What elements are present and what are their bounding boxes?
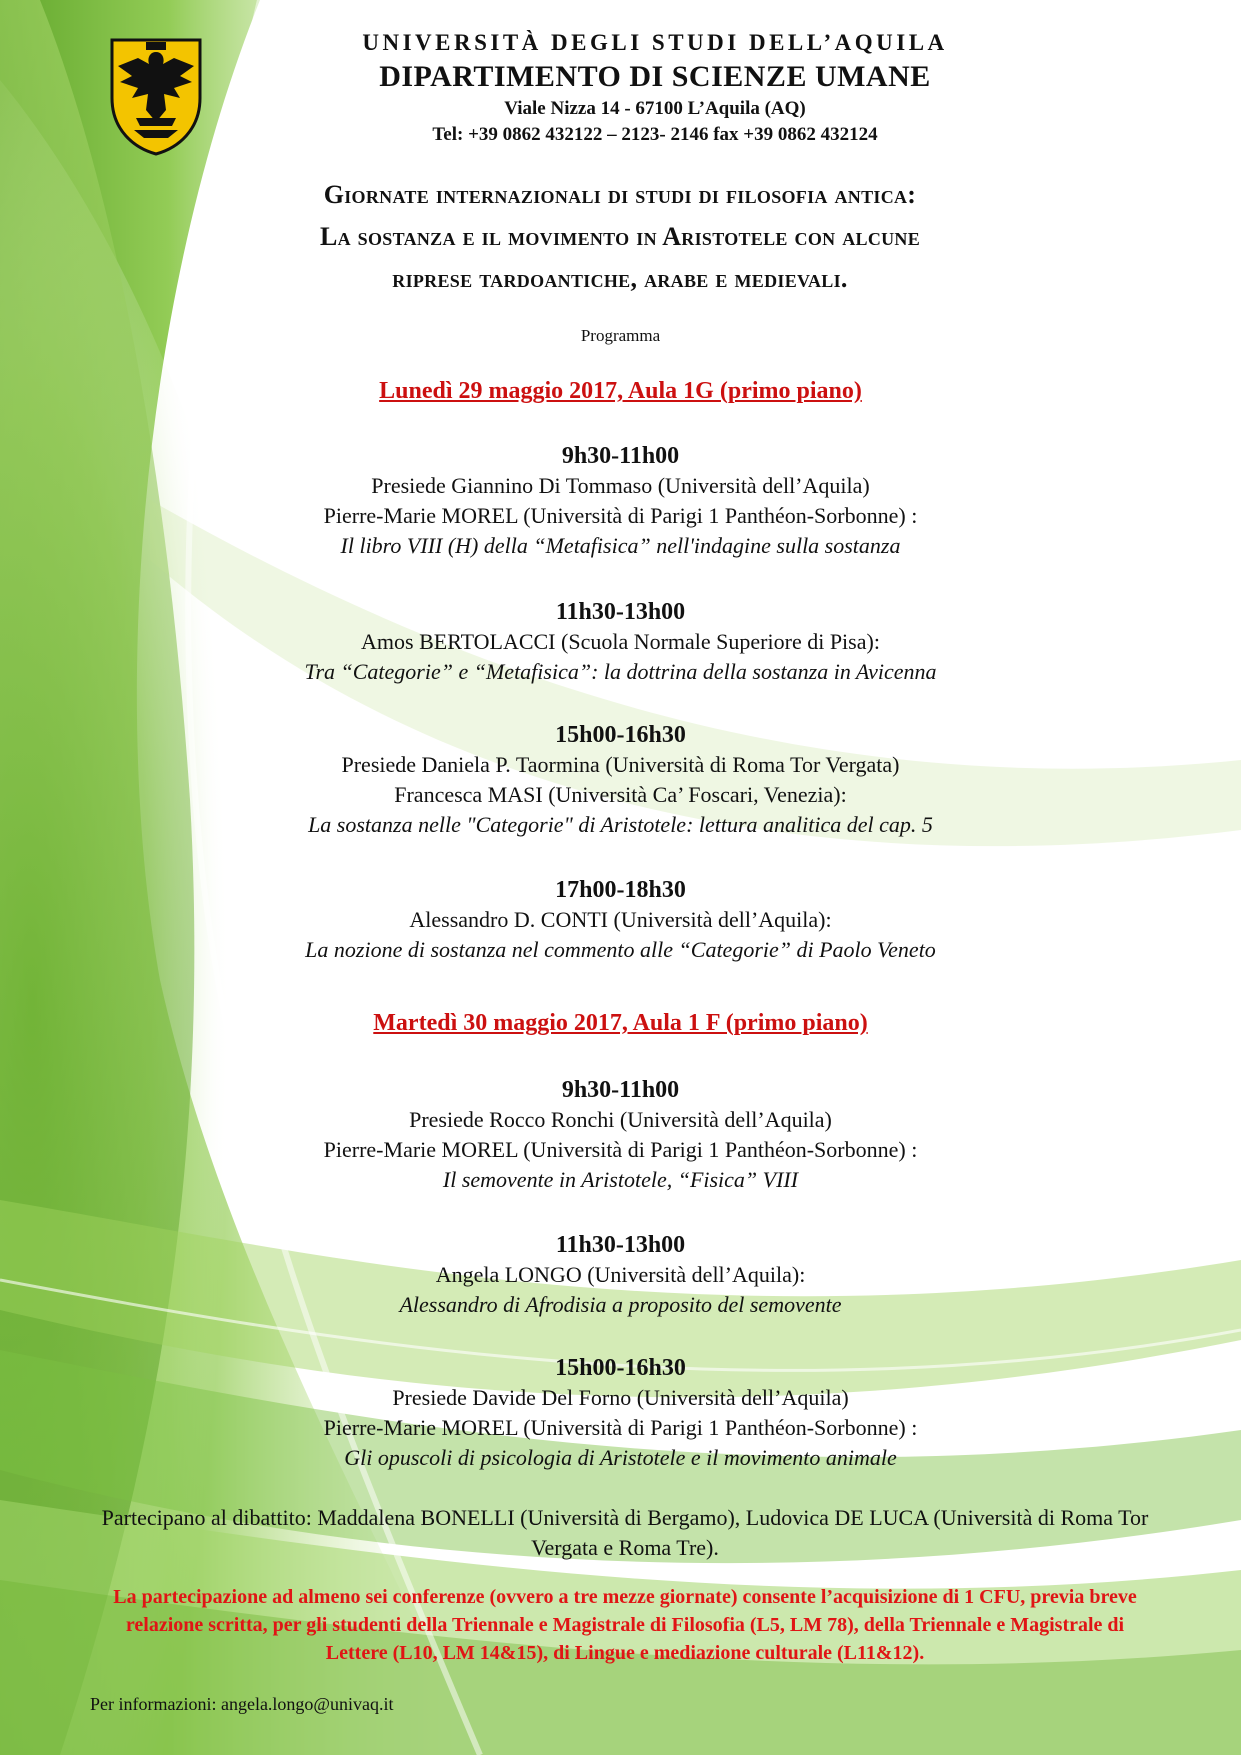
programma-label: Programma bbox=[580, 326, 661, 345]
talk-title: Alessandro di Afrodisia a proposito del semovente bbox=[399, 1292, 842, 1317]
slot-line: Presiede Giannino Di Tommaso (Università dell’Aquila) bbox=[371, 473, 870, 498]
slot-line: Presiede Rocco Ronchi (Università dell’Aquila) bbox=[409, 1107, 832, 1132]
address: Viale Nizza 14 - 67100 L’Aquila (AQ) bbox=[504, 98, 806, 119]
event-title-line-3: riprese tardoantiche, arabe e medievali. bbox=[392, 264, 848, 293]
slot-line: Presiede Daniela P. Taormina (Università di Roma Tor Vergata) bbox=[341, 752, 900, 777]
schedule-slot bbox=[0, 1353, 1241, 1473]
slot-time: 15h00-16h30 bbox=[555, 1355, 686, 1381]
talk-title: Il semovente in Aristotele, “Fisica” VIII bbox=[442, 1167, 799, 1192]
slot-time: 11h30-13h00 bbox=[555, 1232, 686, 1258]
talk-title: La sostanza nelle "Categorie" di Aristotele: lettura analitica del cap. 5 bbox=[308, 812, 933, 837]
schedule-slot bbox=[0, 1230, 1241, 1320]
schedule-slot bbox=[0, 1075, 1241, 1195]
slot-line: Alessandro D. CONTI (Università dell’Aquila): bbox=[409, 907, 832, 932]
slot-line: Francesca MASI (Università Ca’ Foscari, Venezia): bbox=[394, 782, 847, 807]
slot-line: Pierre-Marie MOREL (Università di Parigi 1 Panthéon-Sorbonne) : bbox=[323, 1415, 918, 1440]
talk-title: La nozione di sostanza nel commento alle “Categorie” di Paolo Veneto bbox=[305, 937, 936, 962]
cfu-credit-note: La partecipazione ad almeno sei conferenze (ovvero a tre mezze giornate) consente l’acquisizione di 1 CFU, previa breve relazione scritta, per gli studenti della Triennale e Magistrale di Filosofia (L5, LM 78), della Triennale e Magistrale di Lettere (L10, LM 14&15), di Lingue e mediazione culturale (L11&12). bbox=[113, 1586, 1137, 1664]
day-heading-tuesday: Martedì 30 maggio 2017, Aula 1 F (primo piano) bbox=[373, 1010, 868, 1036]
schedule-slot bbox=[0, 441, 1241, 561]
talk-title: Tra “Categorie” e “Metafisica”: la dottrina della sostanza in Avicenna bbox=[304, 659, 937, 684]
slot-line: Pierre-Marie MOREL (Università di Parigi 1 Panthéon-Sorbonne) : bbox=[323, 503, 918, 528]
event-title-line-2: La sostanza e il movimento in Aristotele con alcune bbox=[319, 222, 921, 251]
department-name: DIPARTIMENTO DI SCIENZE UMANE bbox=[379, 60, 931, 93]
slot-time: 17h00-18h30 bbox=[555, 877, 686, 903]
university-name: UNIVERSITÀ DEGLI STUDI DELL’AQUILA bbox=[362, 30, 948, 55]
schedule-slot bbox=[0, 875, 1241, 965]
slot-line: Pierre-Marie MOREL (Università di Parigi 1 Panthéon-Sorbonne) : bbox=[323, 1137, 918, 1162]
slot-time: 15h00-16h30 bbox=[555, 722, 686, 748]
slot-line: Presiede Davide Del Forno (Università dell’Aquila) bbox=[392, 1385, 849, 1410]
slot-line: Amos BERTOLACCI (Scuola Normale Superiore di Pisa): bbox=[361, 629, 880, 654]
schedule-slot bbox=[0, 720, 1241, 840]
contact-info: Per informazioni: angela.longo@univaq.it bbox=[90, 1694, 394, 1714]
debate-participants: Partecipano al dibattito: Maddalena BONELLI (Università di Bergamo), Ludovica DE LUCA (Università di Roma Tor Vergata e Roma Tre). bbox=[101, 1505, 1149, 1560]
slot-time: 11h30-13h00 bbox=[555, 599, 686, 625]
slot-line: Angela LONGO (Università dell’Aquila): bbox=[435, 1262, 806, 1287]
schedule-slot bbox=[0, 597, 1241, 687]
eagle-crest-icon bbox=[108, 36, 204, 156]
phone-fax: Tel: +39 0862 432122 – 2123- 2146 fax +39 0862 432124 bbox=[432, 124, 878, 145]
slot-time: 9h30-11h00 bbox=[561, 443, 680, 469]
event-title-line-1: Giornate internazionali di studi di filosofia antica: bbox=[323, 180, 917, 209]
talk-title: Gli opuscoli di psicologia di Aristotele e il movimento animale bbox=[344, 1445, 897, 1470]
talk-title: Il libro VIII (H) della “Metafisica” nell'indagine sulla sostanza bbox=[340, 533, 901, 558]
slot-time: 9h30-11h00 bbox=[561, 1077, 680, 1103]
day-heading-monday: Lunedì 29 maggio 2017, Aula 1G (primo piano) bbox=[379, 378, 862, 404]
